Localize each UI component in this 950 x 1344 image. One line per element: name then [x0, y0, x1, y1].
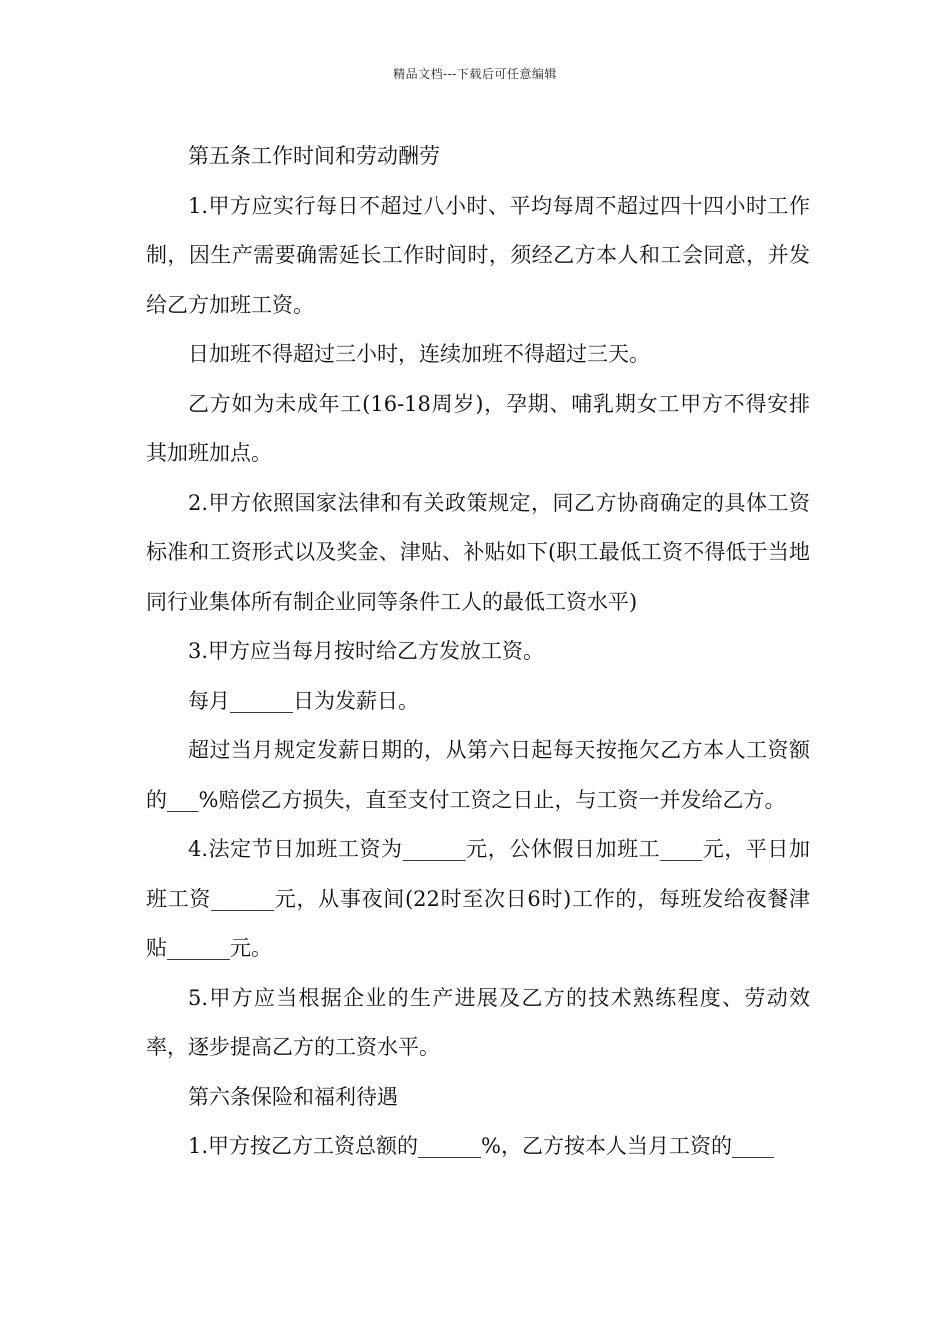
paragraph: 乙方如为未成年工(16-18周岁)，孕期、哺乳期女工甲方不得安排其加班加点。 [146, 391, 810, 465]
paragraph: 1.甲方应实行每日不超过八小时、平均每周不超过四十四小时工作制，因生产需要确需延长工作时间时，须经乙方本人和工会同意，并发给乙方加班工资。 [146, 193, 810, 317]
paragraph: 日加班不得超过三小时，连续加班不得超过三天。 [188, 342, 650, 366]
paragraph: 1.甲方按乙方工资总额的______%，乙方按本人当月工资的____ [188, 1134, 774, 1158]
paragraph: 每月______日为发薪日。 [188, 688, 419, 713]
page-header: 精品文档---下载后可任意编辑 [393, 67, 557, 81]
section-heading-article-5: 第五条工作时间和劳动酬劳 [188, 144, 440, 168]
paragraph: 4.法定节日加班工资为______元，公休假日加班工____元，平日加班工资______元，从事夜间(22时至次日6时)工作的，每班发给夜餐津贴______元。 [146, 837, 810, 960]
paragraph: 5.甲方应当根据企业的生产进展及乙方的技术熟练程度、劳动效率，逐步提高乙方的工资水平。 [146, 985, 810, 1059]
paragraph: 2.甲方依照国家法律和有关政策规定，同乙方协商确定的具体工资标准和工资形式以及奖金、津贴、补贴如下(职工最低工资不得低于当地同行业集体所有制企业同等条件工人的最低工资水平) [146, 490, 810, 614]
document-body [146, 132, 810, 1172]
section-heading-article-6: 第六条保险和福利待遇 [188, 1084, 398, 1109]
paragraph: 3.甲方应当每月按时给乙方发放工资。 [188, 639, 545, 663]
paragraph: 超过当月规定发薪日期的，从第六日起每天按拖欠乙方本人工资额的___%赔偿乙方损失，直至支付工资之日止，与工资一并发给乙方。 [146, 738, 810, 812]
